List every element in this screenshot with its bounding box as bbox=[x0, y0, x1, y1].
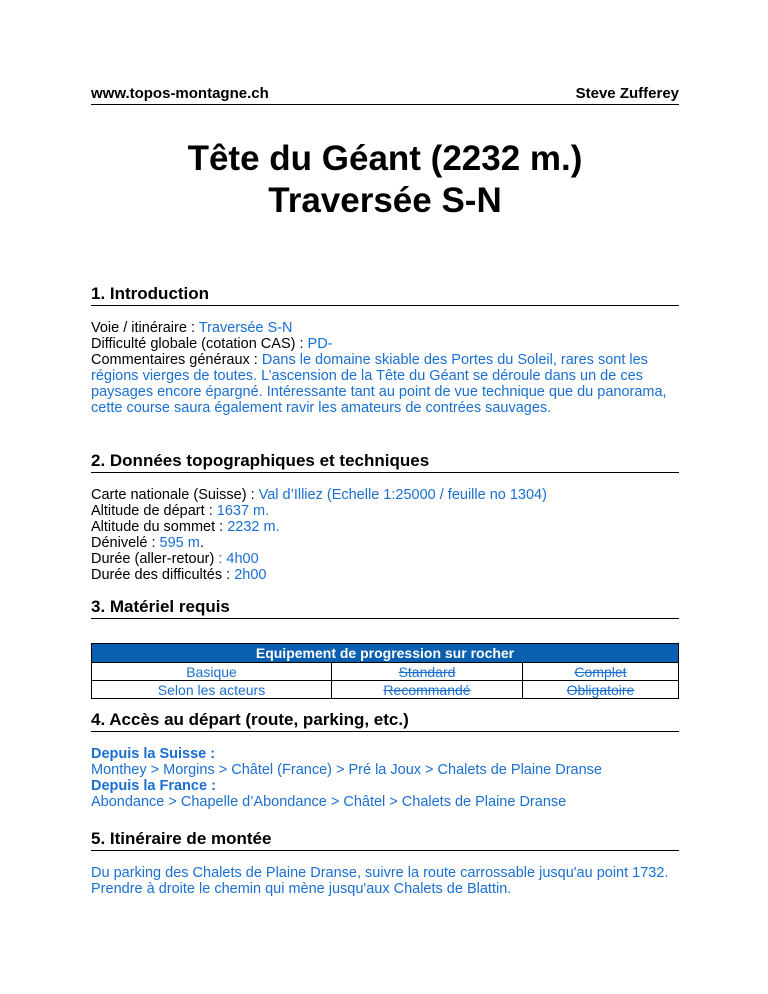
equipment-cell-per-actors: Selon les acteurs bbox=[92, 681, 332, 699]
author-name: Steve Zufferey bbox=[575, 85, 679, 102]
comments-value: Dans le domaine skiable des Portes du Soleil, rares sont les régions vierges de toutes. L’ascension de la Tête du Géant se déroule dans un de ces paysages encore épargné. Intéressante tant au point de vue technique que du panorama, cette course saura également ravir les amateurs de contrées sauvages. bbox=[91, 352, 667, 416]
equipment-table-row bbox=[92, 663, 679, 681]
section-heading-topographic-data: 2. Données topographiques et techniques bbox=[91, 451, 679, 473]
comments-paragraph bbox=[91, 352, 679, 416]
comments-label: Commentaires généraux : bbox=[91, 352, 262, 368]
route-label: Voie / itinéraire : bbox=[91, 320, 199, 336]
equipment-cell-recommended: Recommandé bbox=[332, 681, 523, 699]
equipment-cell-standard: Standard bbox=[332, 663, 523, 681]
equipment-table-header: Equipement de progression sur rocher bbox=[92, 644, 679, 663]
start-altitude-label: Altitude de départ : bbox=[91, 503, 217, 519]
section-heading-equipment: 3. Matériel requis bbox=[91, 597, 679, 619]
topographic-body bbox=[91, 487, 679, 583]
difficulty-duration-label: Durée des difficultés : bbox=[91, 567, 235, 583]
elevation-value: 595 m bbox=[159, 535, 200, 551]
summit-altitude-value: 2232 m. bbox=[227, 519, 280, 535]
map-value: Val d’Illiez (Echelle 1:25000 / feuille no 1304) bbox=[258, 487, 547, 503]
start-altitude-line bbox=[91, 503, 679, 519]
introduction-body bbox=[91, 320, 679, 416]
title-line-1: Tête du Géant (2232 m.) bbox=[187, 139, 583, 178]
from-switzerland-label: Depuis la Suisse : bbox=[91, 746, 216, 762]
page-title bbox=[91, 138, 679, 222]
elevation-suffix: . bbox=[199, 535, 204, 551]
difficulty-label: Difficulté globale (cotation CAS) : bbox=[91, 336, 308, 352]
from-france-route: Abondance > Chapelle d’Abondance > Châtel > Chalets de Plaine Dranse bbox=[91, 794, 567, 810]
summit-altitude-label: Altitude du sommet : bbox=[91, 519, 228, 535]
route-value: Traversée S-N bbox=[198, 320, 293, 336]
section-heading-access: 4. Accès au départ (route, parking, etc.) bbox=[91, 710, 679, 732]
title-line-2: Traversée S-N bbox=[268, 181, 502, 220]
duration-value: : 4h00 bbox=[218, 551, 259, 567]
route-line bbox=[91, 320, 679, 336]
elevation-line bbox=[91, 535, 679, 551]
duration-label: Durée (aller-retour) bbox=[91, 551, 219, 567]
elevation-label: Dénivelé : bbox=[91, 535, 160, 551]
equipment-table bbox=[91, 643, 679, 699]
difficulty-line bbox=[91, 336, 679, 352]
difficulty-value: PD- bbox=[307, 336, 333, 352]
ascent-route-text: Du parking des Chalets de Plaine Dranse, suivre la route carrossable jusqu'au point 1732. Prendre à droite le chemin qui mène jusqu'aux Chalets de Blattin. bbox=[91, 865, 669, 897]
section-heading-ascent-route: 5. Itinéraire de montée bbox=[91, 829, 679, 851]
from-switzerland-route: Monthey > Morgins > Châtel (France) > Pré la Joux > Chalets de Plaine Dranse bbox=[91, 762, 602, 778]
section-heading-introduction: 1. Introduction bbox=[91, 284, 679, 306]
difficulty-duration-line bbox=[91, 567, 679, 583]
equipment-cell-basic: Basique bbox=[92, 663, 332, 681]
duration-line bbox=[91, 551, 679, 567]
equipment-cell-mandatory: Obligatoire bbox=[523, 681, 679, 699]
map-line bbox=[91, 487, 679, 503]
start-altitude-value: 1637 m. bbox=[216, 503, 270, 519]
website-url[interactable]: www.topos-montagne.ch bbox=[91, 85, 269, 102]
access-body bbox=[91, 746, 679, 810]
summit-altitude-line bbox=[91, 519, 679, 535]
equipment-table-row bbox=[92, 681, 679, 699]
from-france-label: Depuis la France : bbox=[91, 778, 216, 794]
page-header bbox=[91, 85, 679, 105]
difficulty-duration-value: 2h00 bbox=[234, 567, 267, 583]
map-label: Carte nationale (Suisse) : bbox=[91, 487, 259, 503]
equipment-cell-complete: Complet bbox=[523, 663, 679, 681]
